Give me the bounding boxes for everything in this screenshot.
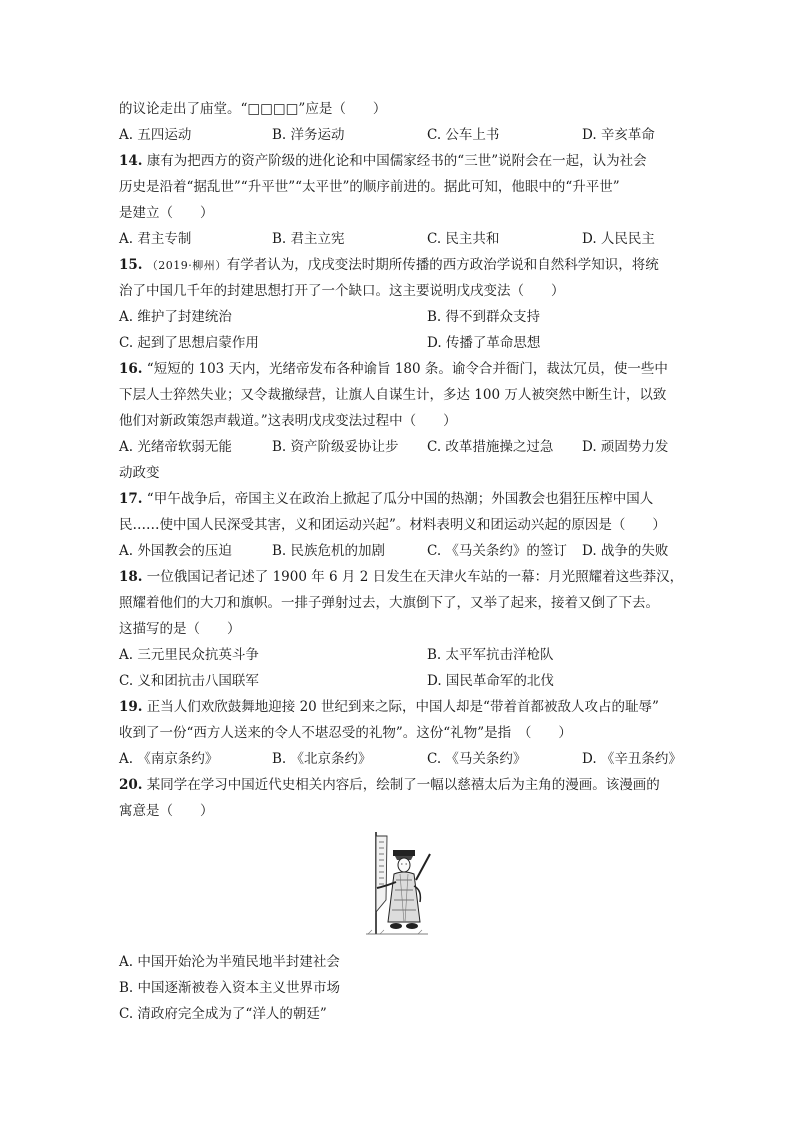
question-16-option-d-wrap: 动政变 bbox=[119, 465, 160, 481]
option-a: A. 《南京条约》 bbox=[119, 751, 219, 767]
question-20-stem-line: 寓意是（ ） bbox=[119, 803, 214, 819]
question-20-option-a: A. 中国开始沦为半殖民地半封建社会 bbox=[119, 954, 340, 970]
option-c: C. 起到了思想启蒙作用 bbox=[119, 335, 259, 351]
question-number: 14. bbox=[119, 153, 143, 169]
option-a: A. 五四运动 bbox=[119, 127, 192, 143]
option-a: A. 外国教会的压迫 bbox=[119, 543, 232, 559]
question-17-options bbox=[119, 542, 679, 560]
option-a: A. 君主专制 bbox=[119, 231, 192, 247]
question-14-stem-line: 是建立（ ） bbox=[119, 205, 214, 221]
option-d: D. 人民民主 bbox=[582, 231, 655, 247]
option-b: B. 得不到群众支持 bbox=[427, 309, 541, 325]
option-a: A. 三元里民众抗英斗争 bbox=[119, 647, 259, 663]
option-a: A. 维护了封建统治 bbox=[119, 309, 232, 325]
question-15-stem-line: 治了中国几千年的封建思想打开了一个缺口。这主要说明戊戌变法（ ） bbox=[119, 283, 565, 299]
source-reference: （2019·柳州） bbox=[146, 259, 227, 272]
question-14-stem bbox=[119, 152, 647, 170]
question-20-stem bbox=[119, 776, 660, 794]
question-number: 17. bbox=[119, 491, 143, 507]
question-16-stem-line: 他们对新政策怨声载道。”这表明戊戌变法过程中（ ） bbox=[119, 413, 457, 429]
question-number: 18. bbox=[119, 569, 143, 585]
question-20-option-c: C. 清政府完全成为了“洋人的朝廷” bbox=[119, 1006, 327, 1022]
question-17-stem bbox=[119, 490, 653, 508]
question-15-options-row1 bbox=[119, 308, 679, 326]
question-18-stem bbox=[119, 568, 683, 586]
option-d: D. 国民革命军的北伐 bbox=[427, 673, 554, 689]
question-16-stem-line: 下层人士猝然失业；又令裁撤绿营，让旗人自谋生计，多达 100 万人被突然中断生计，以致 bbox=[119, 387, 667, 403]
question-18-options-row1 bbox=[119, 646, 679, 664]
option-c: C. 《马关条约》的签订 bbox=[427, 543, 567, 559]
question-13-stem: 的议论走出了庙堂。“□□□□”应是（ ） bbox=[119, 101, 387, 117]
question-number: 20. bbox=[119, 777, 143, 793]
question-text: 康有为把西方的资产阶级的进化论和中国儒家经书的“三世”说附会在一起，认为社会 bbox=[146, 153, 647, 169]
question-15-stem bbox=[119, 256, 659, 275]
option-c: C. 民主共和 bbox=[427, 231, 500, 247]
option-d: D. 《辛丑条约》 bbox=[582, 751, 682, 767]
option-d: D. 传播了革命思想 bbox=[427, 335, 541, 351]
question-text: 有学者认为，戊戌变法时期所传播的西方政治学说和自然科学知识，将统 bbox=[226, 257, 659, 273]
option-b: B. 太平军抗击洋枪队 bbox=[427, 647, 554, 663]
question-20-option-b: B. 中国逐渐被卷入资本主义世界市场 bbox=[119, 980, 341, 996]
option-c: C. 义和团抗击八国联军 bbox=[119, 673, 259, 689]
question-16-stem bbox=[119, 360, 668, 378]
option-d: D. 顽固势力发 bbox=[582, 439, 669, 455]
question-text: “甲午战争后，帝国主义在政治上掀起了瓜分中国的热潮；外国教会也猖狂压榨中国人 bbox=[146, 491, 654, 507]
question-text: “短短的 103 天内，光绪帝发布各种谕旨 180 条。谕令合并衙门，裁汰冗员，使一些中 bbox=[146, 361, 668, 377]
option-c: C. 《马关条约》 bbox=[427, 751, 527, 767]
question-18-options-row2 bbox=[119, 672, 679, 690]
question-15-options-row2 bbox=[119, 334, 679, 352]
question-text: 一位俄国记者记述了 1900 年 6 月 2 日发生在天津火车站的一幕：月光照耀着这些莽汉， bbox=[146, 569, 684, 585]
option-b: B. 民族危机的加剧 bbox=[272, 543, 386, 559]
question-number: 16. bbox=[119, 361, 143, 377]
option-d: D. 辛亥革命 bbox=[582, 127, 655, 143]
option-c: C. 公车上书 bbox=[427, 127, 500, 143]
question-18-stem-line: 这描写的是（ ） bbox=[119, 621, 241, 637]
option-b: B. 君主立宪 bbox=[272, 231, 345, 247]
question-number: 19. bbox=[119, 699, 143, 715]
option-b: B. 资产阶级妥协让步 bbox=[272, 439, 399, 455]
question-14-stem-line: 历史是沿着“据乱世”“升平世”“太平世”的顺序前进的。据此可知，他眼中的“升平世” bbox=[119, 179, 620, 195]
option-b: B. 《北京条约》 bbox=[272, 751, 372, 767]
question-number: 15. bbox=[119, 257, 143, 273]
option-c: C. 改革措施操之过急 bbox=[427, 439, 554, 455]
question-text: 正当人们欢欣鼓舞地迎接 20 世纪到来之际，中国人却是“带着首都被敌人攻占的耻辱” bbox=[146, 699, 659, 715]
option-a: A. 光绪帝软弱无能 bbox=[119, 439, 232, 455]
option-b: B. 洋务运动 bbox=[272, 127, 345, 143]
question-16-options bbox=[119, 438, 679, 456]
question-19-options bbox=[119, 750, 682, 768]
question-13-options bbox=[119, 126, 679, 144]
empress-dowager-cartoon-icon bbox=[356, 830, 436, 940]
question-19-stem-line: 收到了一份“西方人送来的令人不堪忍受的礼物”。这份“礼物”是指 （ ） bbox=[119, 725, 572, 741]
question-text: 某同学在学习中国近代史相关内容后，绘制了一幅以慈禧太后为主角的漫画。该漫画的 bbox=[146, 777, 660, 793]
question-14-options bbox=[119, 230, 679, 248]
question-17-stem-line: 民……使中国人民深受其害，义和团运动兴起”。材料表明义和团运动兴起的原因是（ ） bbox=[119, 517, 666, 533]
option-d: D. 战争的失败 bbox=[582, 543, 669, 559]
question-19-stem bbox=[119, 698, 659, 716]
question-18-stem-line: 照耀着他们的大刀和旗帜。一排子弹射过去，大旗倒下了，又举了起来，接着又倒了下去。 bbox=[119, 595, 659, 611]
